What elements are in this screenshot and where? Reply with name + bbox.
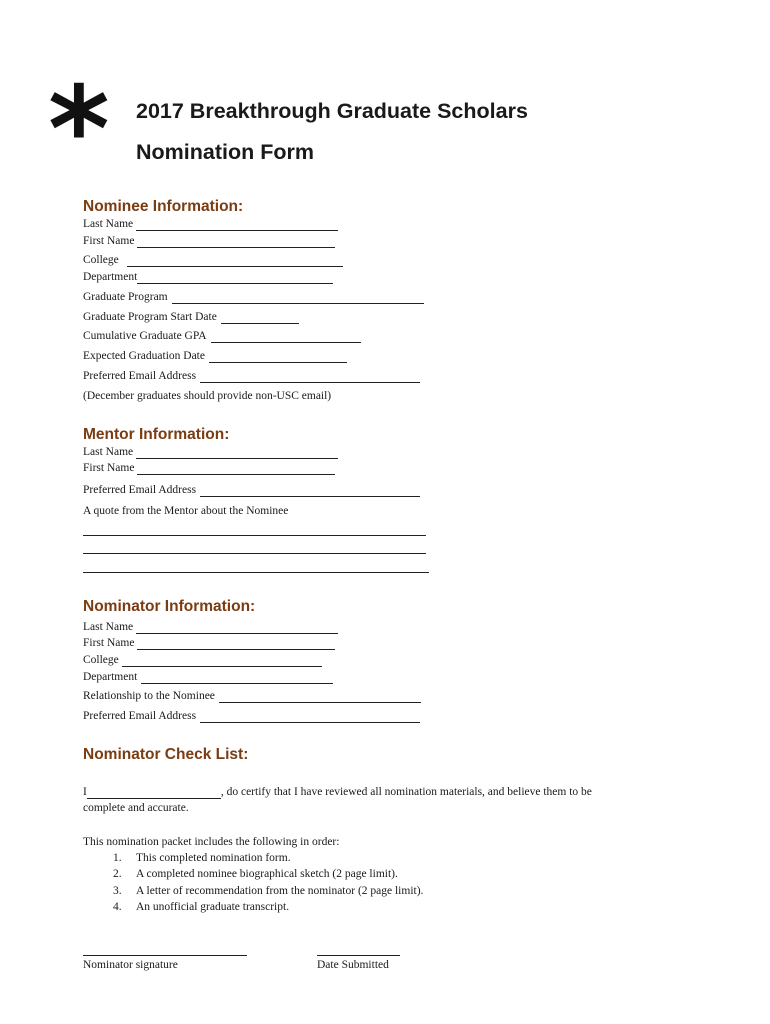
nominator-first-name-field[interactable]: [83, 636, 335, 650]
nominee-department-label: Department: [83, 271, 138, 283]
nominee-last-name-line[interactable]: [136, 218, 338, 231]
nominee-college-field[interactable]: [83, 253, 343, 267]
nominator-college-field[interactable]: [83, 653, 322, 667]
packet-item-2: 2. A completed nominee biographical sketch (2 page limit).: [113, 868, 398, 880]
mentor-heading: Mentor Information:: [83, 426, 230, 443]
nominee-first-name-line[interactable]: [137, 235, 335, 248]
nominee-first-name-label: First Name: [83, 235, 135, 247]
nominator-first-name-label: First Name: [83, 637, 135, 649]
nominator-first-name-line[interactable]: [137, 637, 335, 650]
certify-text-continued: complete and accurate.: [83, 802, 189, 814]
nominee-college-label: College: [83, 254, 119, 266]
packet-item-3: 3. A letter of recommendation from the nominator (2 page limit).: [113, 885, 424, 897]
date-submitted-line[interactable]: [317, 955, 400, 956]
nominator-relationship-line[interactable]: [219, 690, 421, 703]
nominator-department-label: Department: [83, 671, 138, 683]
nominee-graduate-program-line[interactable]: [172, 291, 424, 304]
signature-line[interactable]: [83, 955, 247, 956]
nominee-preferred-email-field[interactable]: [83, 369, 420, 383]
checklist-heading: Nominator Check List:: [83, 746, 249, 763]
nominee-preferred-email-line[interactable]: [200, 370, 420, 383]
nominee-department-line[interactable]: [137, 271, 333, 284]
nominee-college-line[interactable]: [127, 254, 343, 267]
nominee-last-name-label: Last Name: [83, 218, 134, 230]
mentor-first-name-line[interactable]: [137, 462, 335, 475]
certify-prefix: I: [83, 786, 87, 798]
nominator-preferred-email-line[interactable]: [200, 710, 420, 723]
nominator-relationship-label: Relationship to the Nominee: [83, 690, 215, 702]
mentor-last-name-line[interactable]: [136, 446, 338, 459]
nominator-heading: Nominator Information:: [83, 598, 256, 615]
nominator-relationship-field[interactable]: [83, 689, 421, 703]
nominator-last-name-label: Last Name: [83, 621, 134, 633]
nominee-gpa-line[interactable]: [211, 330, 361, 343]
mentor-first-name-label: First Name: [83, 462, 135, 474]
packet-intro: This nomination packet includes the following in order:: [83, 836, 340, 848]
mentor-quote-line-2[interactable]: [83, 553, 426, 554]
nominee-last-name-field[interactable]: [83, 217, 338, 231]
nominee-gpa-field[interactable]: [83, 329, 361, 343]
asterisk-logo: *: [48, 60, 110, 198]
nominee-expected-graduation-line[interactable]: [209, 350, 347, 363]
packet-item-1: 1. This completed nomination form.: [113, 852, 291, 864]
mentor-quote-label: A quote from the Mentor about the Nominee: [83, 505, 289, 517]
mentor-preferred-email-label: Preferred Email Address: [83, 484, 197, 496]
certify-name-line[interactable]: [87, 786, 221, 799]
nominator-college-line[interactable]: [122, 654, 322, 667]
packet-item-4: 4. An unofficial graduate transcript.: [113, 901, 290, 913]
nominee-graduate-program-field[interactable]: [83, 290, 424, 304]
nominator-department-line[interactable]: [141, 671, 333, 684]
certify-statement: [83, 785, 592, 799]
nominee-expected-graduation-field[interactable]: [83, 349, 347, 363]
mentor-quote-line-1[interactable]: [83, 535, 426, 536]
nominee-graduate-program-label: Graduate Program: [83, 291, 168, 303]
nominee-program-start-line[interactable]: [221, 311, 299, 324]
mentor-first-name-field[interactable]: [83, 461, 335, 475]
certify-text: , do certify that I have reviewed all nomination materials, and believe them to be: [220, 786, 592, 798]
mentor-last-name-label: Last Name: [83, 446, 134, 458]
mentor-preferred-email-field[interactable]: [83, 483, 420, 497]
nominee-gpa-label: Cumulative Graduate GPA: [83, 330, 207, 342]
mentor-quote-line-3[interactable]: [83, 572, 429, 573]
nominee-email-note: (December graduates should provide non-USC email): [83, 390, 332, 402]
nominator-preferred-email-field[interactable]: [83, 709, 420, 723]
nominee-department-field[interactable]: [83, 270, 333, 284]
nominee-expected-graduation-label: Expected Graduation Date: [83, 350, 205, 362]
nominator-last-name-line[interactable]: [136, 621, 338, 634]
nominee-preferred-email-label: Preferred Email Address: [83, 370, 197, 382]
nominator-preferred-email-label: Preferred Email Address: [83, 710, 197, 722]
nominee-program-start-label: Graduate Program Start Date: [83, 311, 217, 323]
mentor-last-name-field[interactable]: [83, 445, 338, 459]
date-submitted-label: Date Submitted: [317, 959, 389, 971]
mentor-preferred-email-line[interactable]: [200, 484, 420, 497]
signature-label: Nominator signature: [83, 959, 178, 971]
nominator-last-name-field[interactable]: [83, 620, 338, 634]
nominator-college-label: College: [83, 654, 119, 666]
nominee-program-start-field[interactable]: [83, 310, 299, 324]
nominator-department-field[interactable]: [83, 670, 333, 684]
form-title: 2017 Breakthrough Graduate Scholars: [136, 99, 528, 123]
nominee-first-name-field[interactable]: [83, 234, 335, 248]
form-subtitle: Nomination Form: [136, 140, 314, 164]
nominee-heading: Nominee Information:: [83, 198, 244, 215]
